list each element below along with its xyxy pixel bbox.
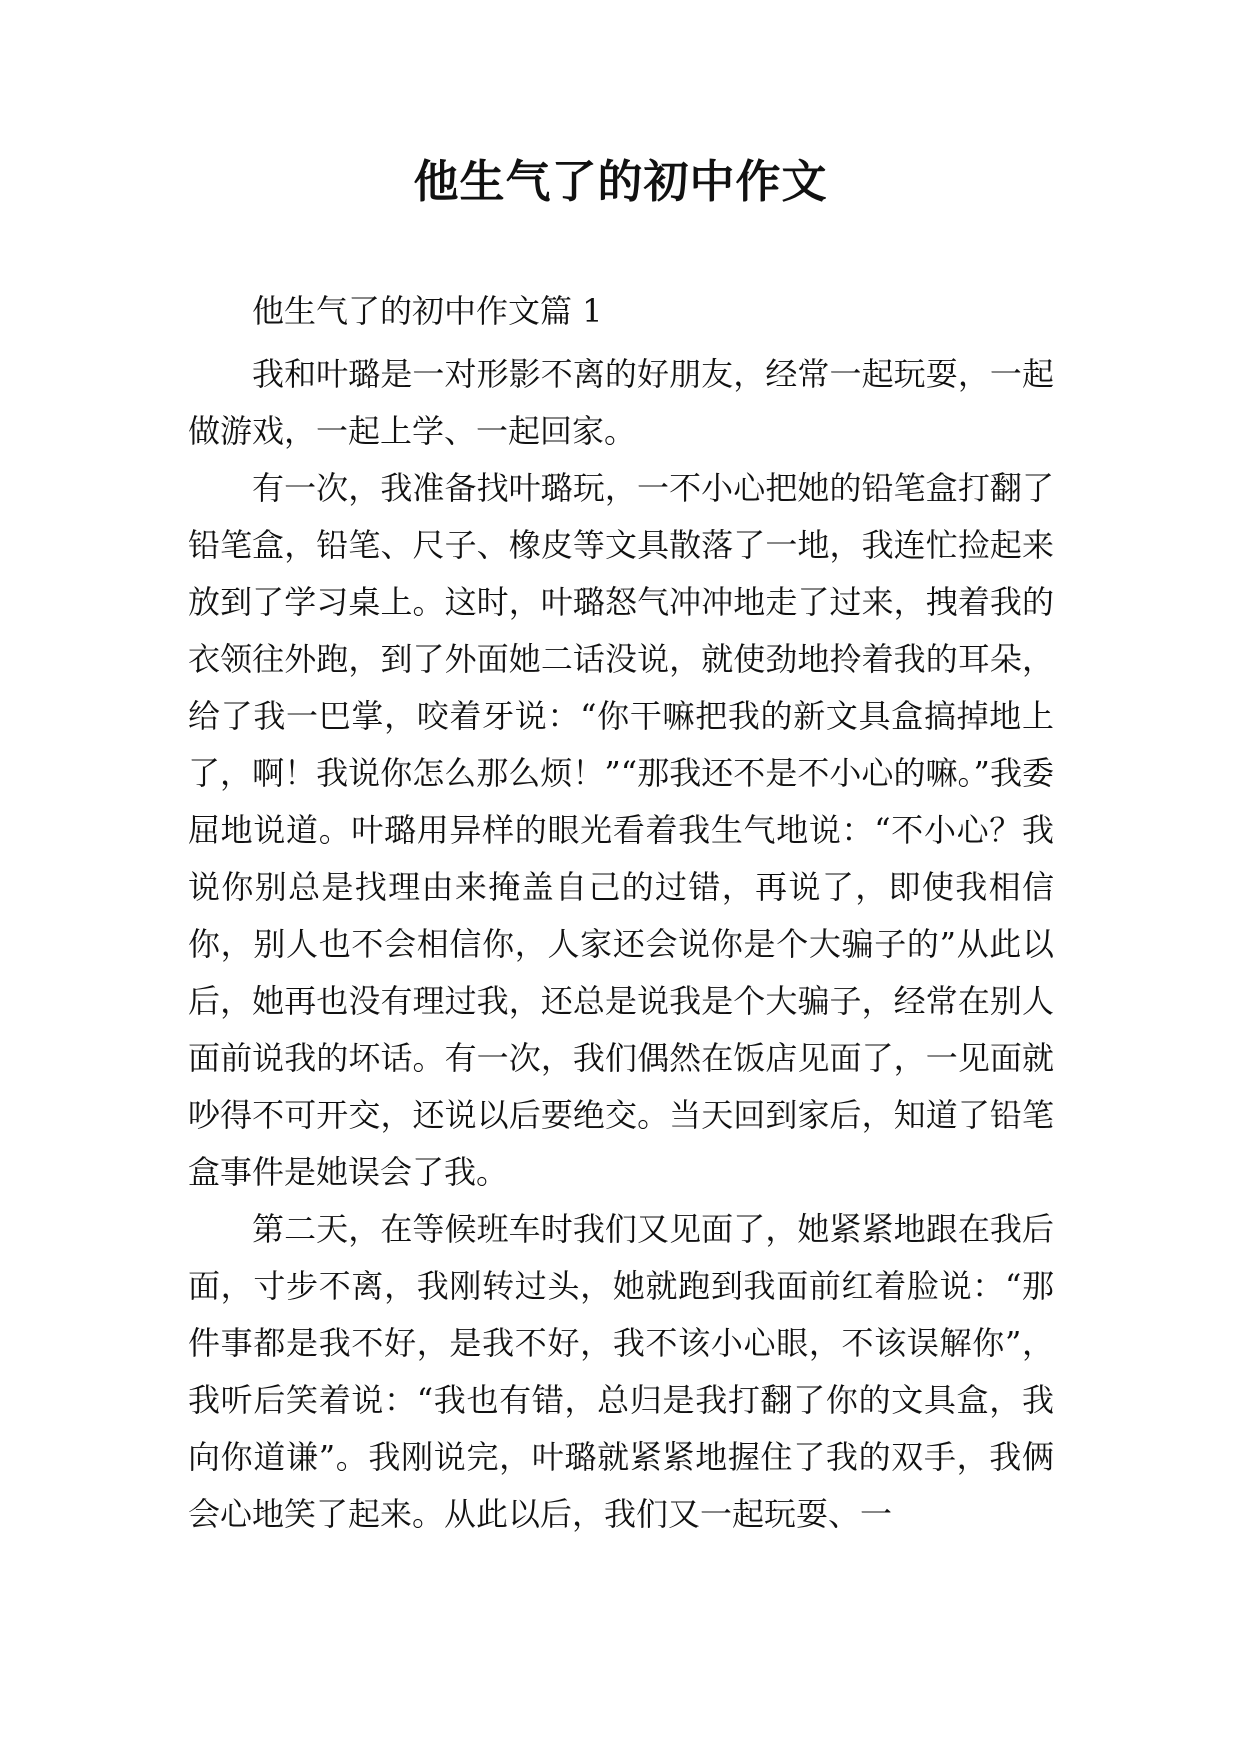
paragraph-1: 我和叶璐是一对形影不离的好朋友，经常一起玩耍，一起做游戏，一起上学、一起回家。 bbox=[188, 355, 1054, 450]
paragraph-2: 有一次，我准备找叶璐玩，一不小心把她的铅笔盒打翻了铅笔盒，铅笔、尺子、橡皮等文具散落了一地，我连忙捡起来放到了学习桌上。这时，叶璐怒气冲冲地走了过来，拽着我的衣领往外跑，到了外面她二话没说，就使劲地拎着我的耳朵，给了我一巴掌，咬着牙说：“你干嘛把我的新文具盒搞掉地上了，啊！我说你怎么那么烦！”“那我还不是不小心的嘛。”我委屈地说道。叶璐用异样的眼光看着我生气地说：“不小心？我说你别总是找理由来掩盖自己的过错，再说了，即使我相信你，别人也不会相信你，人家还会说你是个大骗子的”从此以后，她再也没有理过我，还总是说我是个大骗子，经常在别人面前说我的坏话。有一次，我们偶然在饭店见面了，一见面就吵得不可开交，还说以后要绝交。当天回到家后，知道了铅笔盒事件是她误会了我。 bbox=[188, 469, 1054, 1191]
document-body bbox=[188, 283, 1054, 1543]
document-title: 他生气了的初中作文 bbox=[413, 155, 828, 208]
paragraph-3: 第二天，在等候班车时我们又见面了，她紧紧地跟在我后面，寸步不离，我刚转过头，她就跑到我面前红着脸说：“那件事都是我不好，是我不好，我不该小心眼，不该误解你”，我听后笑着说：“我也有错，总归是我打翻了你的文具盒，我向你道谦”。我刚说完，叶璐就紧紧地握住了我的双手，我俩会心地笑了起来。从此以后，我们又一起玩耍、一 bbox=[188, 1210, 1054, 1533]
section-heading: 他生气了的初中作文篇 1 bbox=[252, 292, 603, 330]
